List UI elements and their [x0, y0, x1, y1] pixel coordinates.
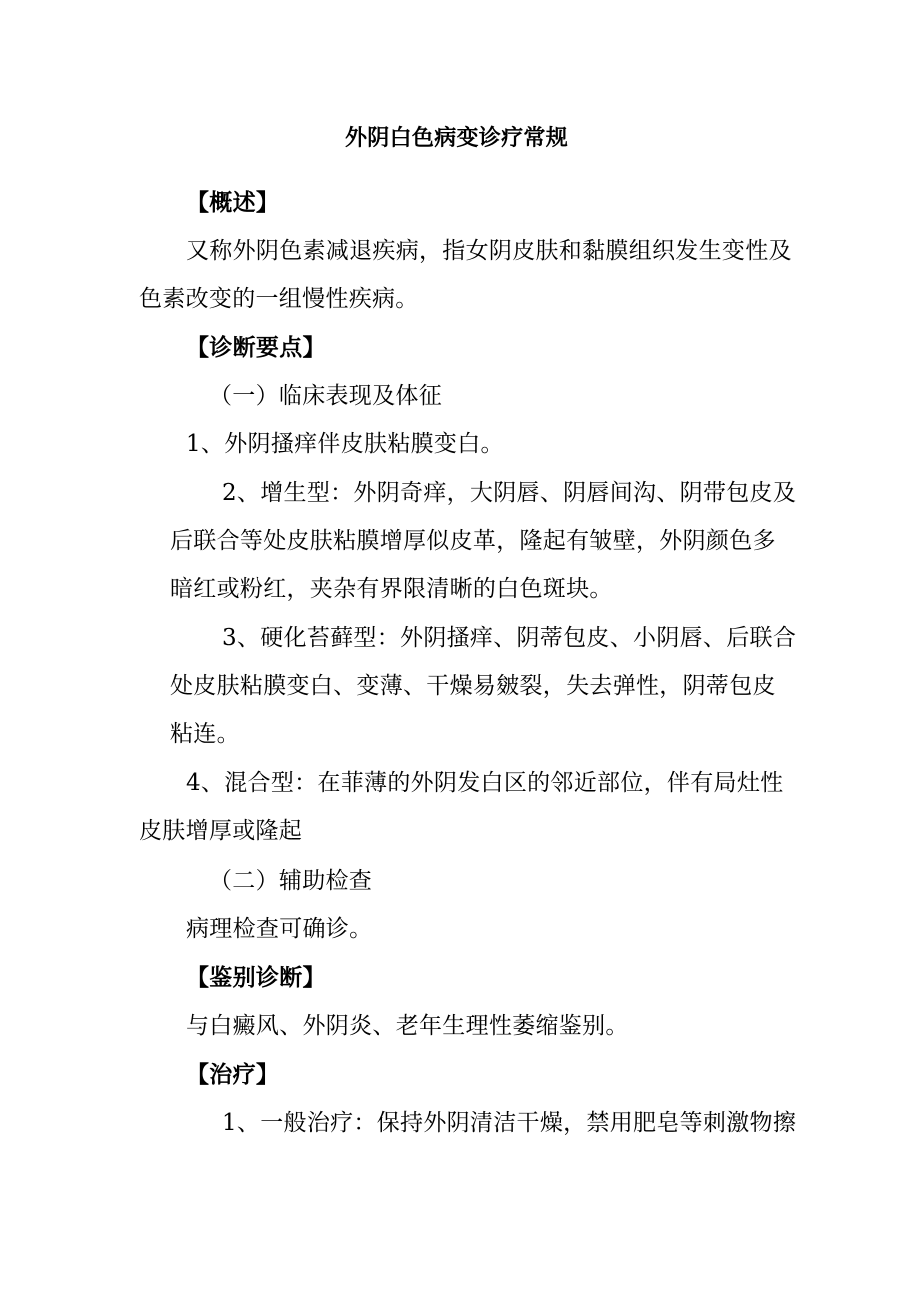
treatment-text-line-1: 1、一般治疗：保持外阴清洁干燥，禁用肥皂等刺激物擦: [222, 1110, 797, 1136]
diagnosis-item-3-line-1: 3、硬化苔藓型：外阴搔痒、阴蒂包皮、小阴唇、后联合: [222, 625, 797, 651]
diagnosis-item-3-line-2: 处皮肤粘膜变白、变薄、干燥易皴裂，失去弹性，阴蒂包皮: [170, 673, 776, 699]
diagnosis-item-3-line-3: 粘连。: [170, 721, 240, 747]
diagnosis-item-2-line-3: 暗红或粉红，夹杂有界限清晰的白色斑块。: [170, 576, 613, 602]
overview-heading: 【概述】: [186, 189, 280, 216]
auxiliary-subheading: （二）辅助检查: [209, 868, 373, 894]
diagnosis-item-4-line-2: 皮肤增厚或隆起: [139, 818, 303, 844]
overview-text-line-1: 又称外阴色素减退疾病，指女阴皮肤和黏膜组织发生变性及: [186, 238, 792, 264]
differential-heading: 【鉴别诊断】: [186, 964, 326, 991]
diagnosis-item-2-line-1: 2、增生型：外阴奇痒，大阴唇、阴唇间沟、阴带包皮及: [222, 480, 797, 506]
differential-text: 与白癜风、外阴炎、老年生理性萎缩鉴别。: [186, 1013, 629, 1039]
overview-text-line-2: 色素改变的一组慢性疾病。: [139, 286, 419, 312]
treatment-heading: 【治疗】: [186, 1061, 280, 1088]
diagnosis-item-2-line-2: 后联合等处皮肤粘膜增厚似皮革，隆起有皱壁，外阴颜色多: [170, 528, 776, 554]
diagnosis-item-4-line-1: 4、混合型：在菲薄的外阴发白区的邻近部位，伴有局灶性: [186, 770, 784, 796]
clinical-subheading: （一）临床表现及体征: [209, 383, 442, 409]
diagnosis-item-1: 1、外阴搔痒伴皮肤粘膜变白。: [186, 431, 504, 457]
auxiliary-text: 病理检查可确诊。: [186, 916, 373, 942]
diagnosis-heading: 【诊断要点】: [186, 334, 326, 361]
document-title: 外阴白色病变诊疗常规: [345, 125, 569, 151]
